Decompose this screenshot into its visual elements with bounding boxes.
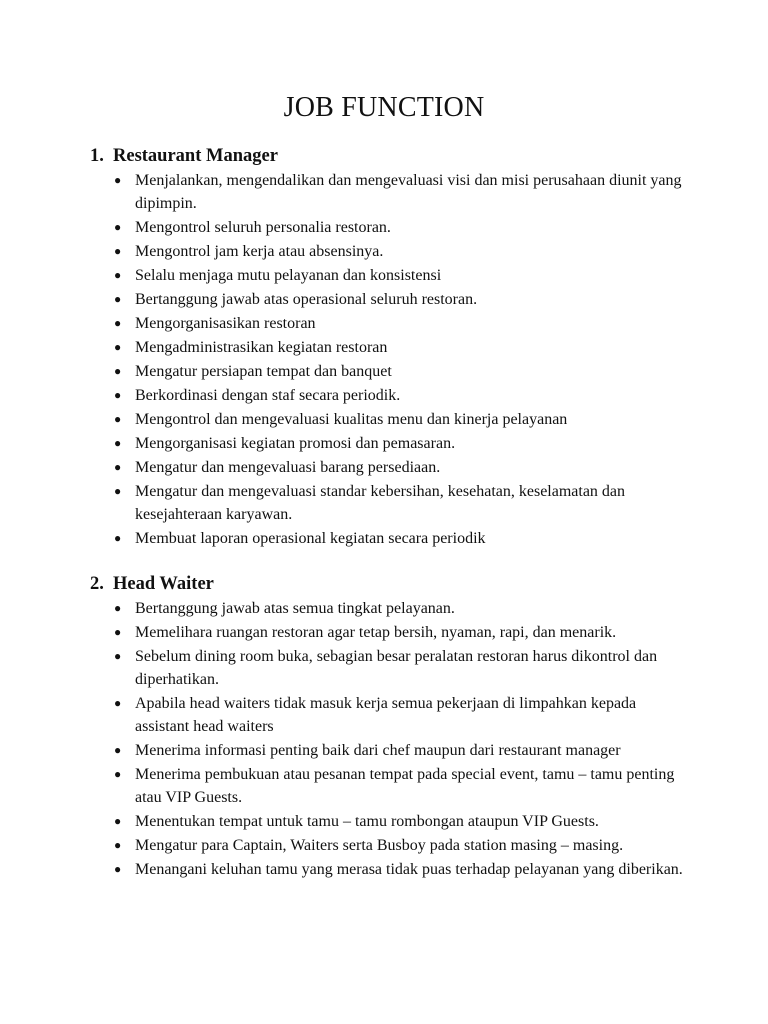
list-item [90, 312, 690, 335]
bullet-icon: ● [114, 601, 122, 615]
list-item-text: Menangani keluhan tamu yang merasa tidak puas terhadap pelayanan yang diberikan. [135, 861, 683, 878]
bullet-icon: ● [114, 814, 122, 828]
list-item [90, 692, 690, 738]
list-item [90, 384, 690, 407]
list-item-text: Mengatur dan mengevaluasi standar kebersihan, kesehatan, keselamatan dan kesejahteraan karyawan. [135, 483, 626, 523]
list-item-text: Mengatur para Captain, Waiters serta Busboy pada station masing – masing. [135, 837, 624, 854]
list-item [90, 216, 690, 239]
bullet-list [90, 169, 690, 550]
section-title: Head Waiter [113, 574, 214, 594]
bullet-icon: ● [114, 531, 122, 545]
list-item-text: Mengorganisasikan restoran [135, 315, 316, 332]
list-item-text: Mengadministrasikan kegiatan restoran [135, 339, 388, 356]
list-item [90, 480, 690, 526]
list-item-text: Mengontrol dan mengevaluasi kualitas menu dan kinerja pelayanan [135, 411, 568, 428]
bullet-icon: ● [114, 173, 122, 187]
list-item-text: Bertanggung jawab atas operasional seluruh restoran. [135, 291, 478, 308]
list-item-text: Berkordinasi dengan staf secara periodik. [135, 387, 401, 404]
bullet-icon: ● [114, 625, 122, 639]
list-item-text: Bertanggung jawab atas semua tingkat pelayanan. [135, 600, 455, 617]
section-heading [90, 144, 690, 168]
section-head-waiter [90, 572, 690, 882]
bullet-icon: ● [114, 268, 122, 282]
section-number: 2. [90, 574, 104, 594]
list-item [90, 240, 690, 263]
bullet-icon: ● [114, 292, 122, 306]
list-item [90, 432, 690, 455]
list-item-text: Memelihara ruangan restoran agar tetap bersih, nyaman, rapi, dan menarik. [135, 624, 617, 641]
bullet-icon: ● [114, 862, 122, 876]
list-item-text: Menjalankan, mengendalikan dan mengevaluasi visi dan misi perusahaan diunit yang dipimpin. [135, 172, 682, 212]
list-item-text: Selalu menjaga mutu pelayanan dan konsistensi [135, 267, 442, 284]
bullet-icon: ● [114, 316, 122, 330]
list-item [90, 763, 690, 809]
section-restaurant-manager [90, 144, 690, 551]
list-item [90, 645, 690, 691]
bullet-icon: ● [114, 436, 122, 450]
list-item-text: Mengatur dan mengevaluasi barang persediaan. [135, 459, 441, 476]
list-item [90, 456, 690, 479]
list-item-text: Mengatur persiapan tempat dan banquet [135, 363, 392, 380]
list-item [90, 858, 690, 881]
list-item [90, 264, 690, 287]
bullet-icon: ● [114, 412, 122, 426]
list-item-text: Mengorganisasi kegiatan promosi dan pemasaran. [135, 435, 456, 452]
list-item-text: Membuat laporan operasional kegiatan secara periodik [135, 530, 486, 547]
list-item-text: Sebelum dining room buka, sebagian besar peralatan restoran harus dikontrol dan diperhatikan. [135, 648, 658, 688]
bullet-icon: ● [114, 743, 122, 757]
list-item [90, 810, 690, 833]
list-item-text: Menerima pembukuan atau pesanan tempat pada special event, tamu – tamu penting atau VIP Guests. [135, 766, 675, 806]
document-title: JOB FUNCTION [283, 92, 485, 123]
list-item [90, 169, 690, 215]
list-item-text: Mengontrol jam kerja atau absensinya. [135, 243, 384, 260]
list-item [90, 834, 690, 857]
list-item [90, 527, 690, 550]
bullet-icon: ● [114, 364, 122, 378]
bullet-icon: ● [114, 220, 122, 234]
section-number: 1. [90, 146, 104, 166]
bullet-icon: ● [114, 767, 122, 781]
list-item [90, 336, 690, 359]
bullet-icon: ● [114, 696, 122, 710]
bullet-list [90, 597, 690, 881]
section-heading [90, 572, 690, 596]
bullet-icon: ● [114, 838, 122, 852]
list-item-text: Menerima informasi penting baik dari chef maupun dari restaurant manager [135, 742, 621, 759]
bullet-icon: ● [114, 340, 122, 354]
bullet-icon: ● [114, 388, 122, 402]
list-item [90, 621, 690, 644]
list-item-text: Apabila head waiters tidak masuk kerja semua pekerjaan di limpahkan kepada assistant head waiters [135, 695, 637, 735]
list-item [90, 739, 690, 762]
bullet-icon: ● [114, 244, 122, 258]
list-item [90, 408, 690, 431]
list-item [90, 288, 690, 311]
list-item-text: Menentukan tempat untuk tamu – tamu rombongan ataupun VIP Guests. [135, 813, 599, 830]
bullet-icon: ● [114, 484, 122, 498]
section-title: Restaurant Manager [113, 146, 278, 166]
list-item-text: Mengontrol seluruh personalia restoran. [135, 219, 391, 236]
bullet-icon: ● [114, 649, 122, 663]
bullet-icon: ● [114, 460, 122, 474]
list-item [90, 360, 690, 383]
list-item [90, 597, 690, 620]
